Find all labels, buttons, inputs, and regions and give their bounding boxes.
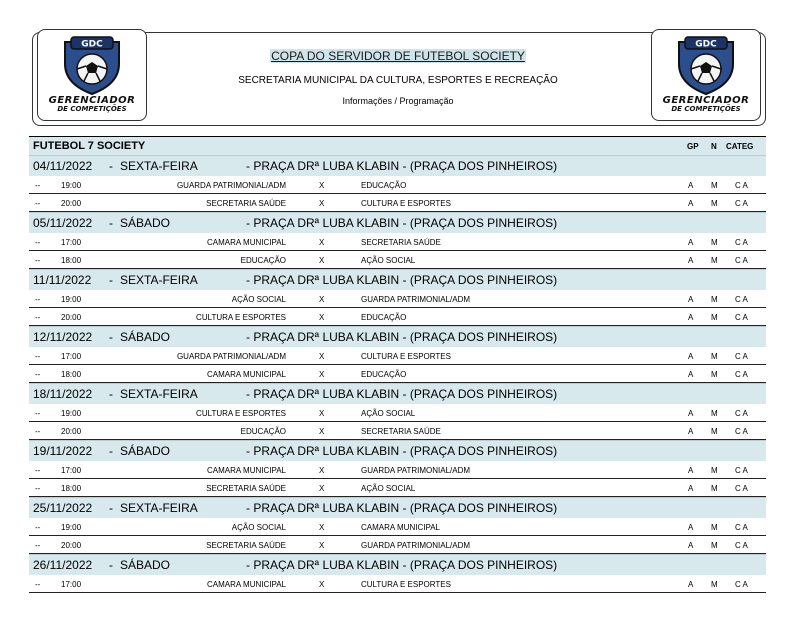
date-row [29,554,766,575]
venue-label: - PRAÇA DRª LUBA KLABIN - (PRAÇA DOS PINHEIROS) [246,501,558,515]
away-team: GUARDA PATRIMONIAL/ADM [361,466,471,475]
game-category: C A [735,313,748,322]
away-team: AÇÃO SOCIAL [361,484,416,493]
shield-ball-icon [671,34,741,96]
game-category: C A [735,238,748,247]
versus-mark: X [319,295,325,304]
game-gp: A [688,466,694,475]
game-n: M [711,313,718,322]
date-separator: - [109,216,113,230]
game-gp: A [688,484,694,493]
versus-mark: X [319,238,325,247]
col-header-n: N [711,142,717,151]
date-separator: - [109,330,113,344]
title-block [183,47,613,107]
versus-mark: X [319,580,325,589]
game-dash: -- [35,580,41,589]
game-gp: A [688,238,694,247]
game-category: C A [735,484,748,493]
game-row [29,290,766,308]
logo-sub: DE COMPETIÇÕES [57,105,127,113]
versus-mark: X [319,370,325,379]
game-n: M [711,523,718,532]
weekday-label: SEXTA-FEIRA [120,501,198,515]
game-n: M [711,580,718,589]
game-dash: -- [35,541,41,550]
game-gp: A [688,541,694,550]
game-gp: A [688,580,694,589]
away-team: EDUCAÇÃO [361,313,407,322]
gdc-logo-left [37,29,147,121]
date-row [29,326,766,347]
game-row [29,404,766,422]
game-dash: -- [35,295,41,304]
logo-sub: DE COMPETIÇÕES [671,105,741,113]
page-subtitle: SECRETARIA MUNICIPAL DA CULTURA, ESPORTES E RECREAÇÃO [238,75,558,86]
game-time: 20:00 [61,199,82,208]
document-header [32,32,766,126]
weekday-label: SÁBADO [120,216,171,230]
game-dash: -- [35,352,41,361]
date-label: 26/11/2022 [33,558,93,572]
date-row [29,212,766,233]
game-dash: -- [35,256,41,265]
weekday-label: SÁBADO [120,330,171,344]
schedule-rows [29,155,766,593]
game-row [29,347,766,365]
game-category: C A [735,181,748,190]
home-team: SECRETARIA SAÚDE [206,541,286,550]
game-gp: A [688,313,694,322]
game-gp: A [688,352,694,361]
game-time: 19:00 [61,295,82,304]
game-time: 19:00 [61,523,82,532]
versus-mark: X [319,409,325,418]
section-title: FUTEBOL 7 SOCIETY [33,140,146,152]
game-time: 18:00 [61,256,82,265]
versus-mark: X [319,352,325,361]
game-time: 20:00 [61,541,82,550]
game-row [29,251,766,269]
home-team: EDUCAÇÃO [240,256,286,265]
game-category: C A [735,523,748,532]
svg-text:GDC: GDC [695,39,717,50]
game-n: M [711,427,718,436]
game-n: M [711,409,718,418]
game-n: M [711,466,718,475]
game-time: 20:00 [61,313,82,322]
date-label: 25/11/2022 [33,501,93,515]
shield-ball-icon [57,34,127,96]
date-row [29,440,766,461]
versus-mark: X [319,541,325,550]
game-dash: -- [35,523,41,532]
weekday-label: SEXTA-FEIRA [120,159,198,173]
game-n: M [711,295,718,304]
game-time: 17:00 [61,238,82,247]
weekday-label: SÁBADO [120,558,171,572]
gdc-logo-right [651,29,761,121]
away-team: SECRETARIA SAÚDE [361,238,441,247]
logo-word: GERENCIADOR [662,95,750,106]
away-team: CULTURA E ESPORTES [361,199,451,208]
date-label: 18/11/2022 [33,387,93,401]
game-category: C A [735,466,748,475]
date-separator: - [109,444,113,458]
versus-mark: X [319,256,325,265]
col-header-categ: CATEG [726,142,754,151]
game-row [29,422,766,440]
venue-label: - PRAÇA DRª LUBA KLABIN - (PRAÇA DOS PINHEIROS) [246,444,558,458]
game-row [29,536,766,554]
date-label: 05/11/2022 [33,216,93,230]
game-category: C A [735,580,748,589]
page-title: COPA DO SERVIDOR DE FUTEBOL SOCIETY [271,49,525,63]
home-team: SECRETARIA SAÚDE [206,199,286,208]
home-team: AÇÃO SOCIAL [231,523,286,532]
section-header [29,136,766,155]
versus-mark: X [319,427,325,436]
game-dash: -- [35,466,41,475]
game-time: 17:00 [61,466,82,475]
home-team: CAMARA MUNICIPAL [207,580,286,589]
away-team: AÇÃO SOCIAL [361,409,416,418]
home-team: CAMARA MUNICIPAL [207,466,286,475]
date-row [29,383,766,404]
date-separator: - [109,387,113,401]
game-n: M [711,256,718,265]
game-category: C A [735,199,748,208]
home-team: AÇÃO SOCIAL [231,295,286,304]
game-row [29,233,766,251]
versus-mark: X [319,181,325,190]
game-gp: A [688,409,694,418]
svg-text:GDC: GDC [81,39,103,50]
home-team: GUARDA PATRIMONIAL/ADM [176,181,286,190]
game-row [29,308,766,326]
away-team: EDUCAÇÃO [361,370,407,379]
home-team: CAMARA MUNICIPAL [207,370,286,379]
date-label: 12/11/2022 [33,330,93,344]
game-category: C A [735,352,748,361]
away-team: GUARDA PATRIMONIAL/ADM [361,541,471,550]
date-label: 04/11/2022 [33,159,93,173]
logo-word: GERENCIADOR [48,95,136,106]
home-team: SECRETARIA SAÚDE [206,484,286,493]
game-n: M [711,199,718,208]
game-row [29,479,766,497]
game-time: 18:00 [61,370,82,379]
venue-label: - PRAÇA DRª LUBA KLABIN - (PRAÇA DOS PINHEIROS) [246,387,558,401]
game-gp: A [688,199,694,208]
game-dash: -- [35,409,41,418]
game-row [29,365,766,383]
date-separator: - [109,501,113,515]
game-dash: -- [35,313,41,322]
game-category: C A [735,256,748,265]
game-gp: A [688,295,694,304]
venue-label: - PRAÇA DRª LUBA KLABIN - (PRAÇA DOS PINHEIROS) [246,558,558,572]
date-row [29,497,766,518]
game-category: C A [735,409,748,418]
venue-label: - PRAÇA DRª LUBA KLABIN - (PRAÇA DOS PINHEIROS) [246,216,558,230]
game-time: 17:00 [61,352,82,361]
date-row [29,269,766,290]
game-gp: A [688,370,694,379]
weekday-label: SEXTA-FEIRA [120,273,198,287]
game-time: 18:00 [61,484,82,493]
game-row [29,518,766,536]
game-n: M [711,238,718,247]
home-team: CAMARA MUNICIPAL [207,238,286,247]
col-header-gp: GP [687,142,699,151]
home-team: GUARDA PATRIMONIAL/ADM [176,352,286,361]
away-team: EDUCAÇÃO [361,181,407,190]
date-label: 11/11/2022 [33,273,92,287]
away-team: CAMARA MUNICIPAL [361,523,440,532]
game-row [29,194,766,212]
home-team: CULTURA E ESPORTES [196,313,286,322]
date-separator: - [109,273,113,287]
game-row [29,575,766,593]
weekday-label: SÁBADO [120,444,171,458]
game-category: C A [735,427,748,436]
date-row [29,155,766,176]
game-n: M [711,352,718,361]
game-category: C A [735,295,748,304]
venue-label: - PRAÇA DRª LUBA KLABIN - (PRAÇA DOS PINHEIROS) [246,273,558,287]
versus-mark: X [319,313,325,322]
venue-label: - PRAÇA DRª LUBA KLABIN - (PRAÇA DOS PINHEIROS) [246,330,558,344]
game-time: 19:00 [61,409,82,418]
date-separator: - [109,159,113,173]
game-gp: A [688,427,694,436]
game-time: 19:00 [61,181,82,190]
game-dash: -- [35,484,41,493]
game-dash: -- [35,181,41,190]
game-n: M [711,484,718,493]
game-category: C A [735,370,748,379]
game-dash: -- [35,199,41,208]
page-info: Informações / Programação [342,96,454,106]
game-gp: A [688,523,694,532]
venue-label: - PRAÇA DRª LUBA KLABIN - (PRAÇA DOS PINHEIROS) [246,159,558,173]
game-gp: A [688,256,694,265]
versus-mark: X [319,199,325,208]
home-team: CULTURA E ESPORTES [196,409,286,418]
weekday-label: SEXTA-FEIRA [120,387,198,401]
game-n: M [711,181,718,190]
game-n: M [711,541,718,550]
game-row [29,461,766,479]
game-dash: -- [35,238,41,247]
home-team: EDUCAÇÃO [240,427,286,436]
game-time: 20:00 [61,427,82,436]
game-time: 17:00 [61,580,82,589]
date-label: 19/11/2022 [33,444,93,458]
game-n: M [711,370,718,379]
date-separator: - [109,558,113,572]
game-gp: A [688,181,694,190]
away-team: GUARDA PATRIMONIAL/ADM [361,295,471,304]
game-dash: -- [35,370,41,379]
away-team: SECRETARIA SAÚDE [361,427,441,436]
versus-mark: X [319,484,325,493]
schedule-table [29,136,766,593]
versus-mark: X [319,466,325,475]
game-row [29,176,766,194]
game-category: C A [735,541,748,550]
away-team: AÇÃO SOCIAL [361,256,416,265]
away-team: CULTURA E ESPORTES [361,580,451,589]
game-dash: -- [35,427,41,436]
versus-mark: X [319,523,325,532]
away-team: CULTURA E ESPORTES [361,352,451,361]
